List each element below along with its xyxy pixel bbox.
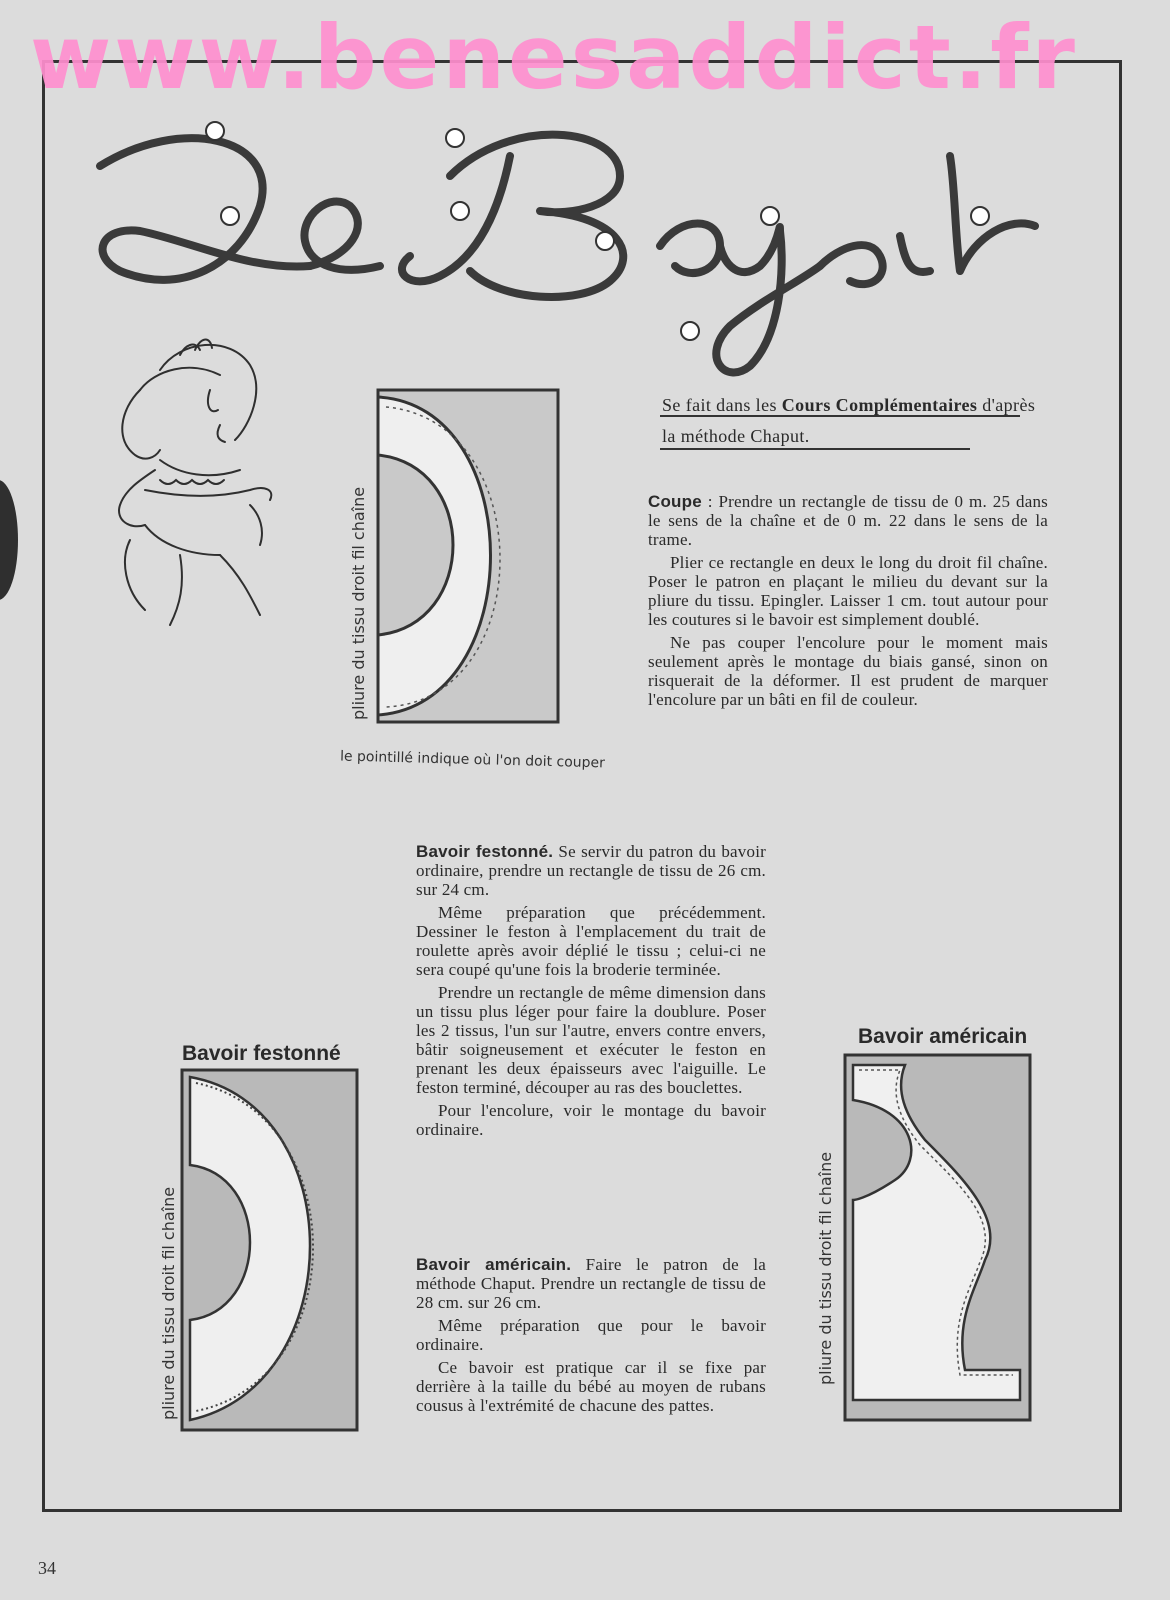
page-number: 34: [38, 1558, 56, 1578]
festonne-paragraph-1: Se servir du patron du bavoir ordinaire, prendre un rectangle de tissu de 26 cm. sur 24 cm.: [416, 842, 766, 899]
intro-suffix: d'après la méthode Chaput.: [662, 395, 1036, 446]
figure-label-americain: Bavoir américain: [858, 1025, 1028, 1048]
watermark: www.benesaddict.fr: [30, 6, 1078, 109]
coupe-paragraph-2: Plier ce rectangle en deux le long du droit fil chaîne. Poser le patron en plaçant le milieu du devant sur la pliure du tissu. Epingler. Laisser 1 cm. tout autour pour les coutures si le bavoir est simplement doublé.: [648, 553, 1048, 629]
cut-line-caption: le pointillé indique où l'on doit couper: [339, 748, 606, 772]
fold-caption-main: pliure du tissu droit fil chaîne: [349, 486, 368, 720]
festonne-section: [416, 842, 766, 1143]
page-edge-shadow: [0, 480, 18, 600]
festonne-heading: Bavoir festonné.: [416, 842, 554, 861]
coupe-section: [648, 492, 1048, 713]
intro-course-name: Cours Complémentaires: [781, 395, 978, 415]
festonne-paragraph-2: Même préparation que précédemment. Dessiner le feston à l'emplacement du trait de roulette après avoir déplié le tissu ; celui-ci ne sera coupé qu'une fois la broderie terminée.: [416, 903, 766, 979]
coupe-paragraph-3: Ne pas couper l'encolure pour le moment mais seulement après le montage du biais gansé, sinon on risquerait de la déformer. Il est prudent de marquer l'encolure par un bâti en fil de couleur.: [648, 633, 1048, 709]
baby-illustration: [100, 330, 310, 630]
pattern-bavoir-ordinaire: [328, 385, 618, 795]
pattern-bavoir-festonne: [150, 1065, 360, 1455]
fold-caption-festonne: pliure du tissu droit fil chaîne: [159, 1186, 178, 1420]
americain-heading: Bavoir américain.: [416, 1255, 572, 1274]
intro-underline-1: [660, 415, 1020, 417]
americain-paragraph-2: Même préparation que pour le bavoir ordinaire.: [416, 1316, 766, 1354]
festonne-paragraph-4: Pour l'encolure, voir le montage du bavoir ordinaire.: [416, 1101, 766, 1139]
intro-prefix: Se fait dans les: [662, 395, 782, 415]
americain-section: [416, 1255, 766, 1419]
festonne-paragraph-3: Prendre un rectangle de même dimension dans un tissu plus léger pour faire la doublure. Poser les 2 tissus, l'un sur l'autre, envers contre envers, bâtir soigneusement et exécuter le feston en prenant les deux épaisseurs avec l'aiguille. Le feston terminé, découper au ras des bouclettes.: [416, 983, 766, 1097]
fold-caption-americain: pliure du tissu droit fil chaîne: [816, 1151, 835, 1385]
intro-underline-2: [660, 448, 970, 450]
americain-paragraph-3: Ce bavoir est pratique car il se fixe par derrière à la taille du bébé au moyen de rubans cousus à l'extrémité de chacune des pattes.: [416, 1358, 766, 1415]
coupe-paragraph-1: : Prendre un rectangle de tissu de 0 m. 25 dans le sens de la chaîne et de 0 m. 22 dans le sens de la trame.: [648, 492, 1048, 549]
figure-label-festonne: Bavoir festonné: [182, 1042, 341, 1065]
coupe-heading: Coupe: [648, 492, 702, 511]
pattern-bavoir-americain: [805, 1050, 1060, 1430]
intro-text: [662, 390, 1042, 452]
americain-paragraph-1: Faire le patron de la méthode Chaput. Prendre un rectangle de tissu de 28 cm. sur 26 cm.: [416, 1255, 767, 1312]
